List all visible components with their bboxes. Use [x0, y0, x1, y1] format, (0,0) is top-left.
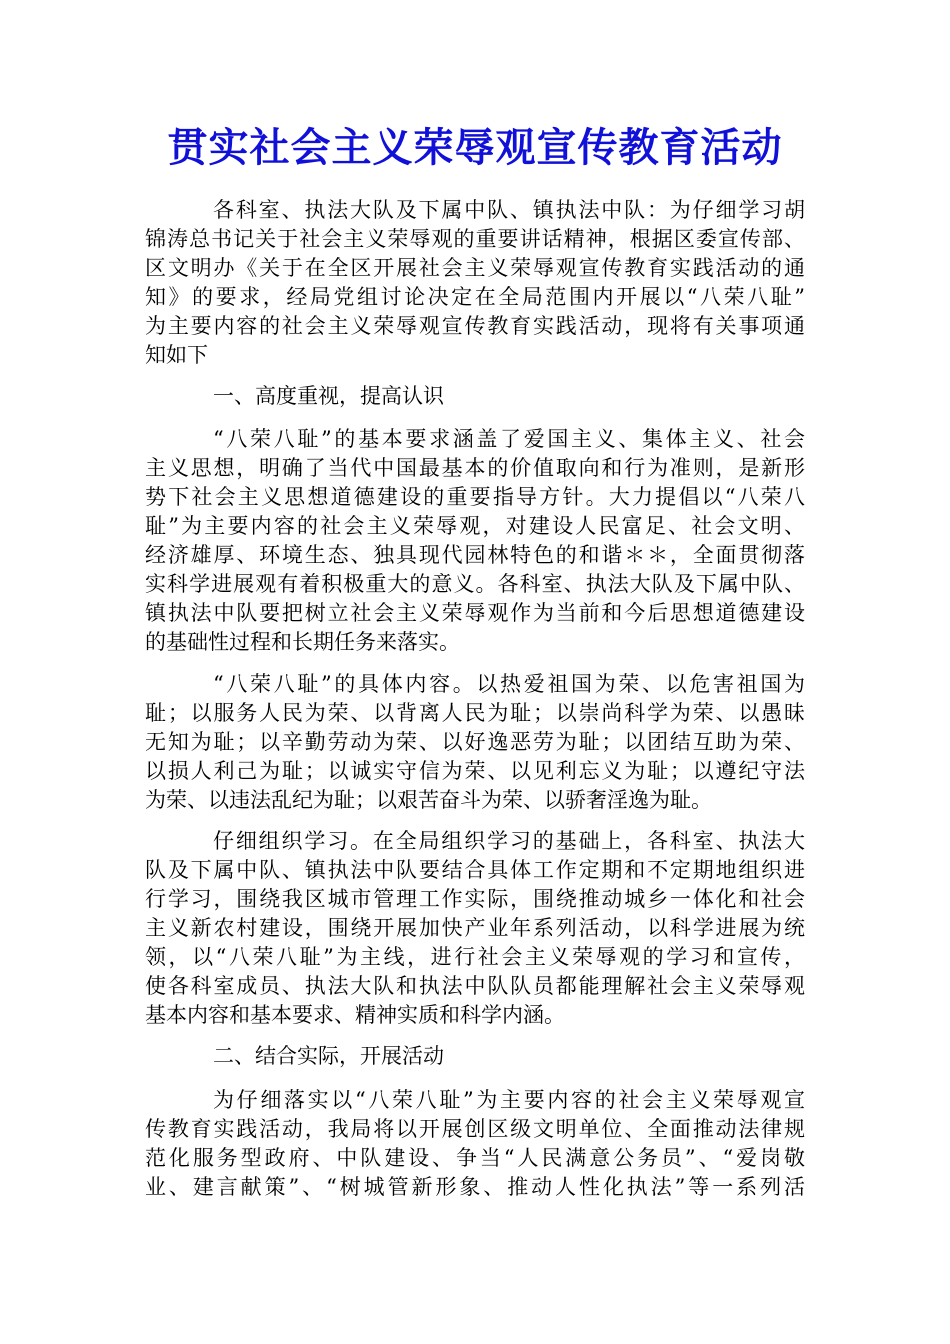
- text-line: 知》的要求，经局党组讨论决定在全局范围内开展以“八荣八耻”: [145, 285, 805, 309]
- text-line: 的基础性过程和长期任务来落实。: [145, 630, 460, 654]
- text-line: 范化服务型政府、中队建设、争当“人民满意公务员”、“爱岗敬: [145, 1146, 805, 1170]
- paragraph-2: [145, 670, 805, 815]
- text-line: 势下社会主义思想道德建设的重要指导方针。大力提倡以“八荣八: [145, 485, 805, 509]
- text-line: 以损人利己为耻；以诚实守信为荣、以见利忘义为耻；以遵纪守法: [145, 759, 805, 783]
- section-heading-2: 二、结合实际，开展活动: [213, 1044, 444, 1068]
- intro-paragraph: [145, 196, 805, 370]
- text-line: 无知为耻；以辛勤劳动为荣、以好逸恶劳为耻；以团结互助为荣、: [145, 730, 805, 754]
- paragraph-3: [145, 827, 805, 1030]
- text-line: 实科学进展观有着积极重大的意义。各科室、执法大队及下属中队、: [145, 572, 805, 596]
- text-line: “八荣八耻”的基本要求涵盖了爱国主义、集体主义、社会: [213, 427, 805, 451]
- text-line: 锦涛总书记关于社会主义荣辱观的重要讲话精神，根据区委宣传部、: [145, 227, 805, 251]
- text-line: 耻”为主要内容的社会主义荣辱观，对建设人民富足、社会文明、: [145, 514, 805, 538]
- text-line: 领，以“八荣八耻”为主线，进行社会主义荣辱观的学习和宣传，: [145, 945, 805, 969]
- text-line: 主义新农村建设，围绕开展加快产业年系列活动，以科学进展为统: [145, 916, 805, 940]
- text-line: 耻；以服务人民为荣、以背离人民为耻；以崇尚科学为荣、以愚昧: [145, 701, 805, 725]
- text-line: 经济雄厚、环境生态、独具现代园林特色的和谐＊＊，全面贯彻落: [145, 543, 805, 567]
- text-line: 使各科室成员、执法大队和执法中队队员都能理解社会主义荣辱观: [145, 974, 805, 998]
- section-heading-1: 一、高度重视，提高认识: [213, 384, 444, 408]
- text-line: 镇执法中队要把树立社会主义荣辱观作为当前和今后思想道德建设: [145, 601, 805, 625]
- text-line: “八荣八耻”的具体内容。以热爱祖国为荣、以危害祖国为: [213, 672, 805, 696]
- text-line: 区文明办《关于在全区开展社会主义荣辱观宣传教育实践活动的通: [145, 256, 805, 280]
- text-line: 队及下属中队、镇执法中队要结合具体工作定期和不定期地组织进: [145, 858, 805, 882]
- text-line: 为主要内容的社会主义荣辱观宣传教育实践活动，现将有关事项通: [145, 314, 805, 338]
- text-line: 各科室、执法大队及下属中队、镇执法中队：为仔细学习胡: [213, 198, 805, 222]
- text-line: 行学习，围绕我区城市管理工作实际，围绕推动城乡一体化和社会: [145, 887, 805, 911]
- paragraph-4: [145, 1086, 805, 1202]
- text-line: 业、建言献策”、“树城管新形象、推动人性化执法”等一系列活: [145, 1175, 805, 1199]
- text-line: 基本内容和基本要求、精神实质和科学内涵。: [145, 1003, 565, 1027]
- text-line: 仔细组织学习。在全局组织学习的基础上，各科室、执法大: [213, 829, 805, 853]
- text-line: 为仔细落实以“八荣八耻”为主要内容的社会主义荣辱观宣: [213, 1088, 805, 1112]
- text-line: 为荣、以违法乱纪为耻；以艰苦奋斗为荣、以骄奢淫逸为耻。: [145, 788, 712, 812]
- text-line: 传教育实践活动，我局将以开展创区级文明单位、全面推动法律规: [145, 1117, 805, 1141]
- paragraph-1: [145, 425, 805, 657]
- document-title: 贯实社会主义荣辱观宣传教育活动: [167, 124, 783, 171]
- text-line: 知如下: [145, 343, 208, 367]
- text-line: 主义思想，明确了当代中国最基本的价值取向和行为准则，是新形: [145, 456, 805, 480]
